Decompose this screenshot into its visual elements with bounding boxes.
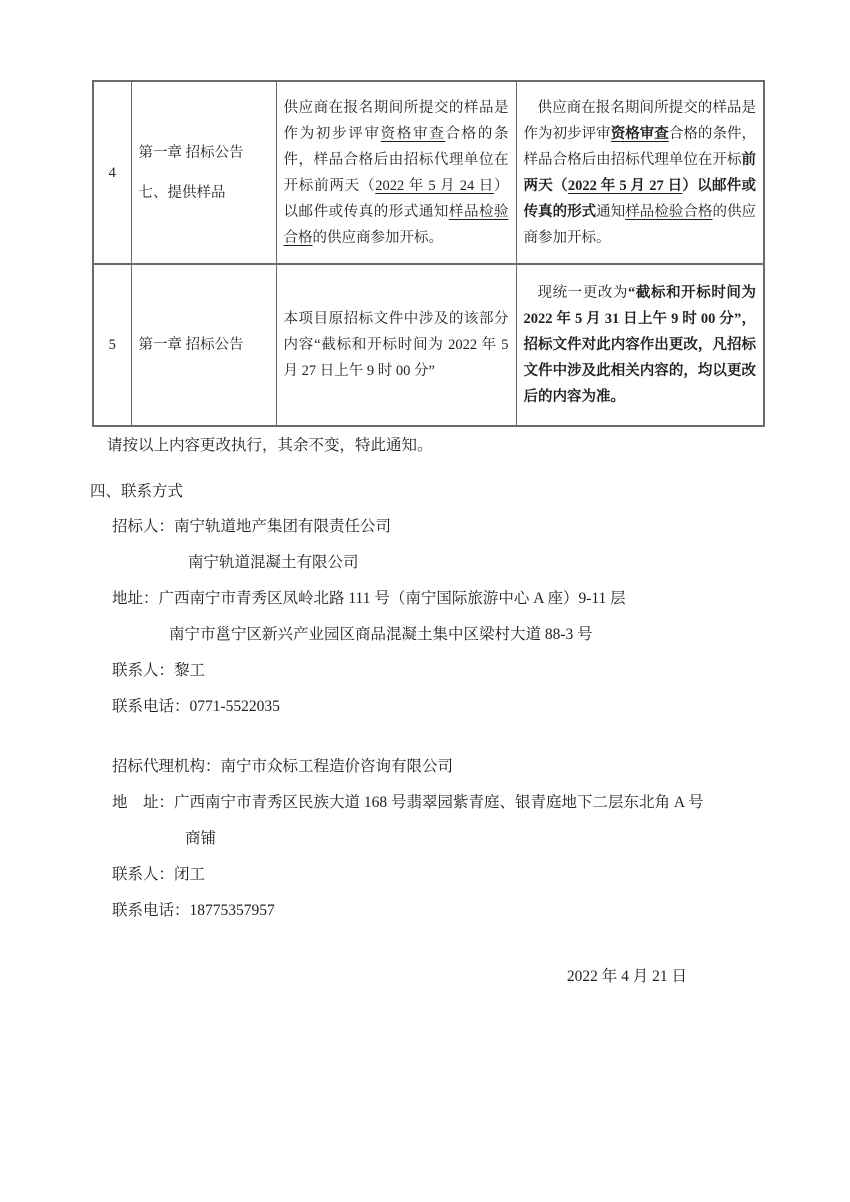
section-cell: [131, 81, 276, 264]
agency-line: 招标代理机构：南宁市众标工程造价咨询有限公司: [112, 758, 454, 775]
agency-phone: 联系电话：18775357957: [112, 902, 275, 919]
original-content-text: 供应商在报名期间所提交的样品是作为初步评审资格审查合格的条件，样品合格后由招标代理单位在开标前两天（2022 年 5 月 24 日）以邮件或传真的形式通知样品检验合格的供应商参加开标。: [283, 99, 509, 246]
tenderer-line: 招标人：南宁轨道地产集团有限责任公司: [112, 518, 392, 535]
row-number: 5: [93, 264, 131, 426]
tenderer-address-line: 地址：广西南宁市青秀区凤岭北路 111 号（南宁国际旅游中心 A 座）9-11 层: [112, 590, 626, 607]
agency-contact-person: 联系人：闭工: [112, 866, 206, 883]
tenderer-address-line-2: 南宁市邕宁区新兴产业园区商品混凝土集中区梁村大道 88-3 号: [169, 626, 593, 643]
section-cell: [131, 264, 276, 426]
row-number: 4: [93, 81, 131, 264]
section-line: 第一章 招标公告: [138, 144, 244, 161]
original-content-cell: [276, 81, 516, 264]
agency-address-line: 地 址：广西南宁市青秀区民族大道 168 号翡翠园紫青庭、银青庭地下二层东北角 A 号: [112, 794, 704, 811]
notice-line: 请按以上内容更改执行，其余不变，特此通知。: [107, 437, 433, 454]
table-row-5: [93, 264, 764, 426]
table-row-4: [93, 81, 764, 264]
agency-address-line-2: 商铺: [185, 830, 217, 847]
original-content-cell: [276, 264, 516, 426]
revised-content-text: 现统一更改为“截标和开标时间为 2022 年 5 月 31 日上午 9 时 00 分”，招标文件对此内容作出更改，凡招标文件中涉及此相关内容的，均以更改后的内容为准。: [523, 285, 757, 405]
original-content-text: 本项目原招标文件中涉及的该部分内容“截标和开标时间为 2022 年 5 月 27 日上午 9 时 00 分”: [283, 311, 509, 379]
section-line: 七、提供样品: [138, 184, 226, 201]
tenderer-contact-person: 联系人：黎工: [112, 662, 206, 679]
revised-content-cell: [516, 264, 764, 426]
contact-section: [112, 509, 772, 995]
change-table: [92, 80, 765, 427]
tenderer-company-2: 南宁轨道混凝土有限公司: [188, 554, 359, 571]
tenderer-phone: 联系电话：0771-5522035: [112, 698, 280, 715]
revised-content-text: 供应商在报名期间所提交的样品是作为初步评审资格审查合格的条件，样品合格后由招标代理单位在开标前两天（2022 年 5 月 27 日）以邮件或传真的形式通知样品检验合格的供应商参加开标。: [523, 99, 757, 246]
document-date: 2022 年 4 月 21 日: [566, 968, 687, 985]
contact-section-heading: 四、联系方式: [90, 483, 184, 500]
revised-content-cell: [516, 81, 764, 264]
section-line: 第一章 招标公告: [138, 337, 244, 353]
